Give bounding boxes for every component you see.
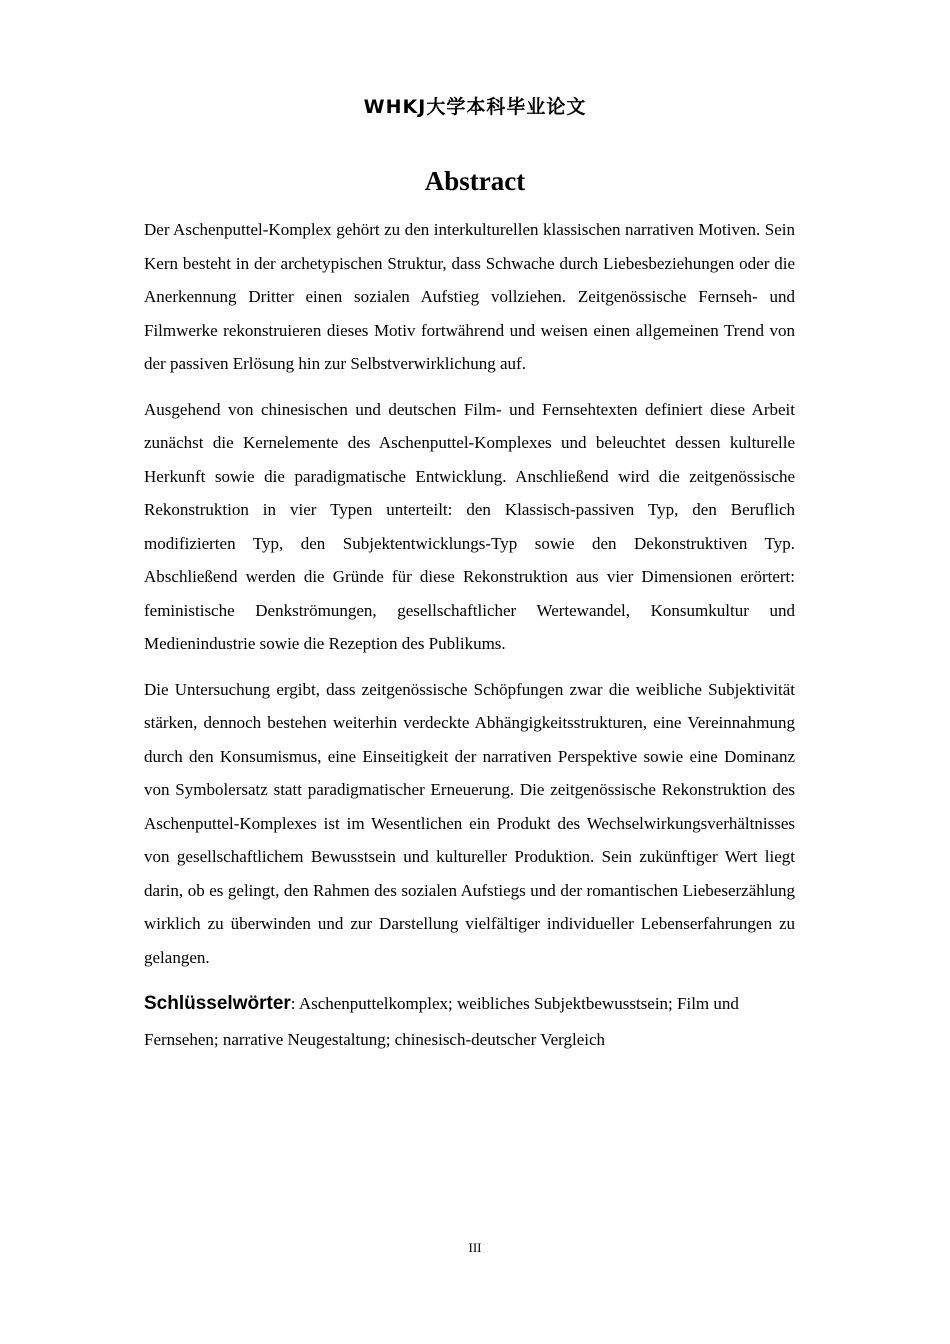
keywords-text: Aschenputtelkomplex; weibliches Subjektbewusstsein; Film und Fernsehen; narrative Neugestaltung; chinesisch-deutscher Vergleich [144, 994, 739, 1049]
abstract-paragraph-1: Der Aschenputtel-Komplex gehört zu den interkulturellen klassischen narrativen Motiven. Sein Kern besteht in der archetypischen Struktur, dass Schwache durch Liebesbeziehungen oder die Anerkennung Dritter einen sozialen Aufstieg vollziehen. Zeitgenössische Fernseh- und Filmwerke rekonstruieren dieses Motiv fortwährend und weisen einen allgemeinen Trend von der passiven Erlösung hin zur Selbstverwirklichung auf. [144, 220, 795, 373]
abstract-body [144, 213, 795, 1058]
keywords-label: Schlüsselwörter [144, 993, 291, 1014]
abstract-paragraph-2: Ausgehend von chinesischen und deutschen Film- und Fernsehtexten definiert diese Arbeit zunächst die Kernelemente des Aschenputtel-Komplexes und beleuchtet dessen kulturelle Herkunft sowie die paradigmatische Entwicklung. Anschließend wird die zeitgenössische Rekonstruktion in vier Typen unterteilt: den Klassisch-passiven Typ, den Beruflich modifizierten Typ, den Subjektentwicklungs-Typ sowie den Dekonstruktiven Typ. Abschließend werden die Gründe für diese Rekonstruktion aus vier Dimensionen erörtert: feministische Denkströmungen, gesellschaftlicher Wertewandel, Konsumkultur und Medienindustrie sowie die Rezeption des Publikums. [144, 399, 795, 653]
keywords-line [144, 986, 795, 1058]
abstract-paragraph-3: Die Untersuchung ergibt, dass zeitgenössische Schöpfungen zwar die weibliche Subjektivität stärken, dennoch bestehen weiterhin verdeckte Abhängigkeitsstrukturen, eine Vereinnahmung durch den Konsumismus, eine Einseitigkeit der narrativen Perspektive sowie eine Dominanz von Symbolersatz statt paradigmatischer Erneuerung. Die zeitgenössische Rekonstruktion des Aschenputtel-Komplexes ist im Wesentlichen ein Produkt des Wechselwirkungsverhältnisses von gesellschaftlichem Bewusstsein und kultureller Produktion. Sein zukünftiger Wert liegt darin, ob es gelingt, den Rahmen des sozialen Aufstiegs und der romantischen Liebeserzählung wirklich zu überwinden und zur Darstellung vielfältiger individueller Lebenserfahrungen zu gelangen. [144, 679, 795, 967]
page-title: Abstract [424, 166, 526, 196]
running-header: WHKJ大学本科毕业论文 [363, 96, 587, 118]
keywords-separator: : [290, 994, 299, 1013]
page-number: III [468, 1240, 482, 1255]
